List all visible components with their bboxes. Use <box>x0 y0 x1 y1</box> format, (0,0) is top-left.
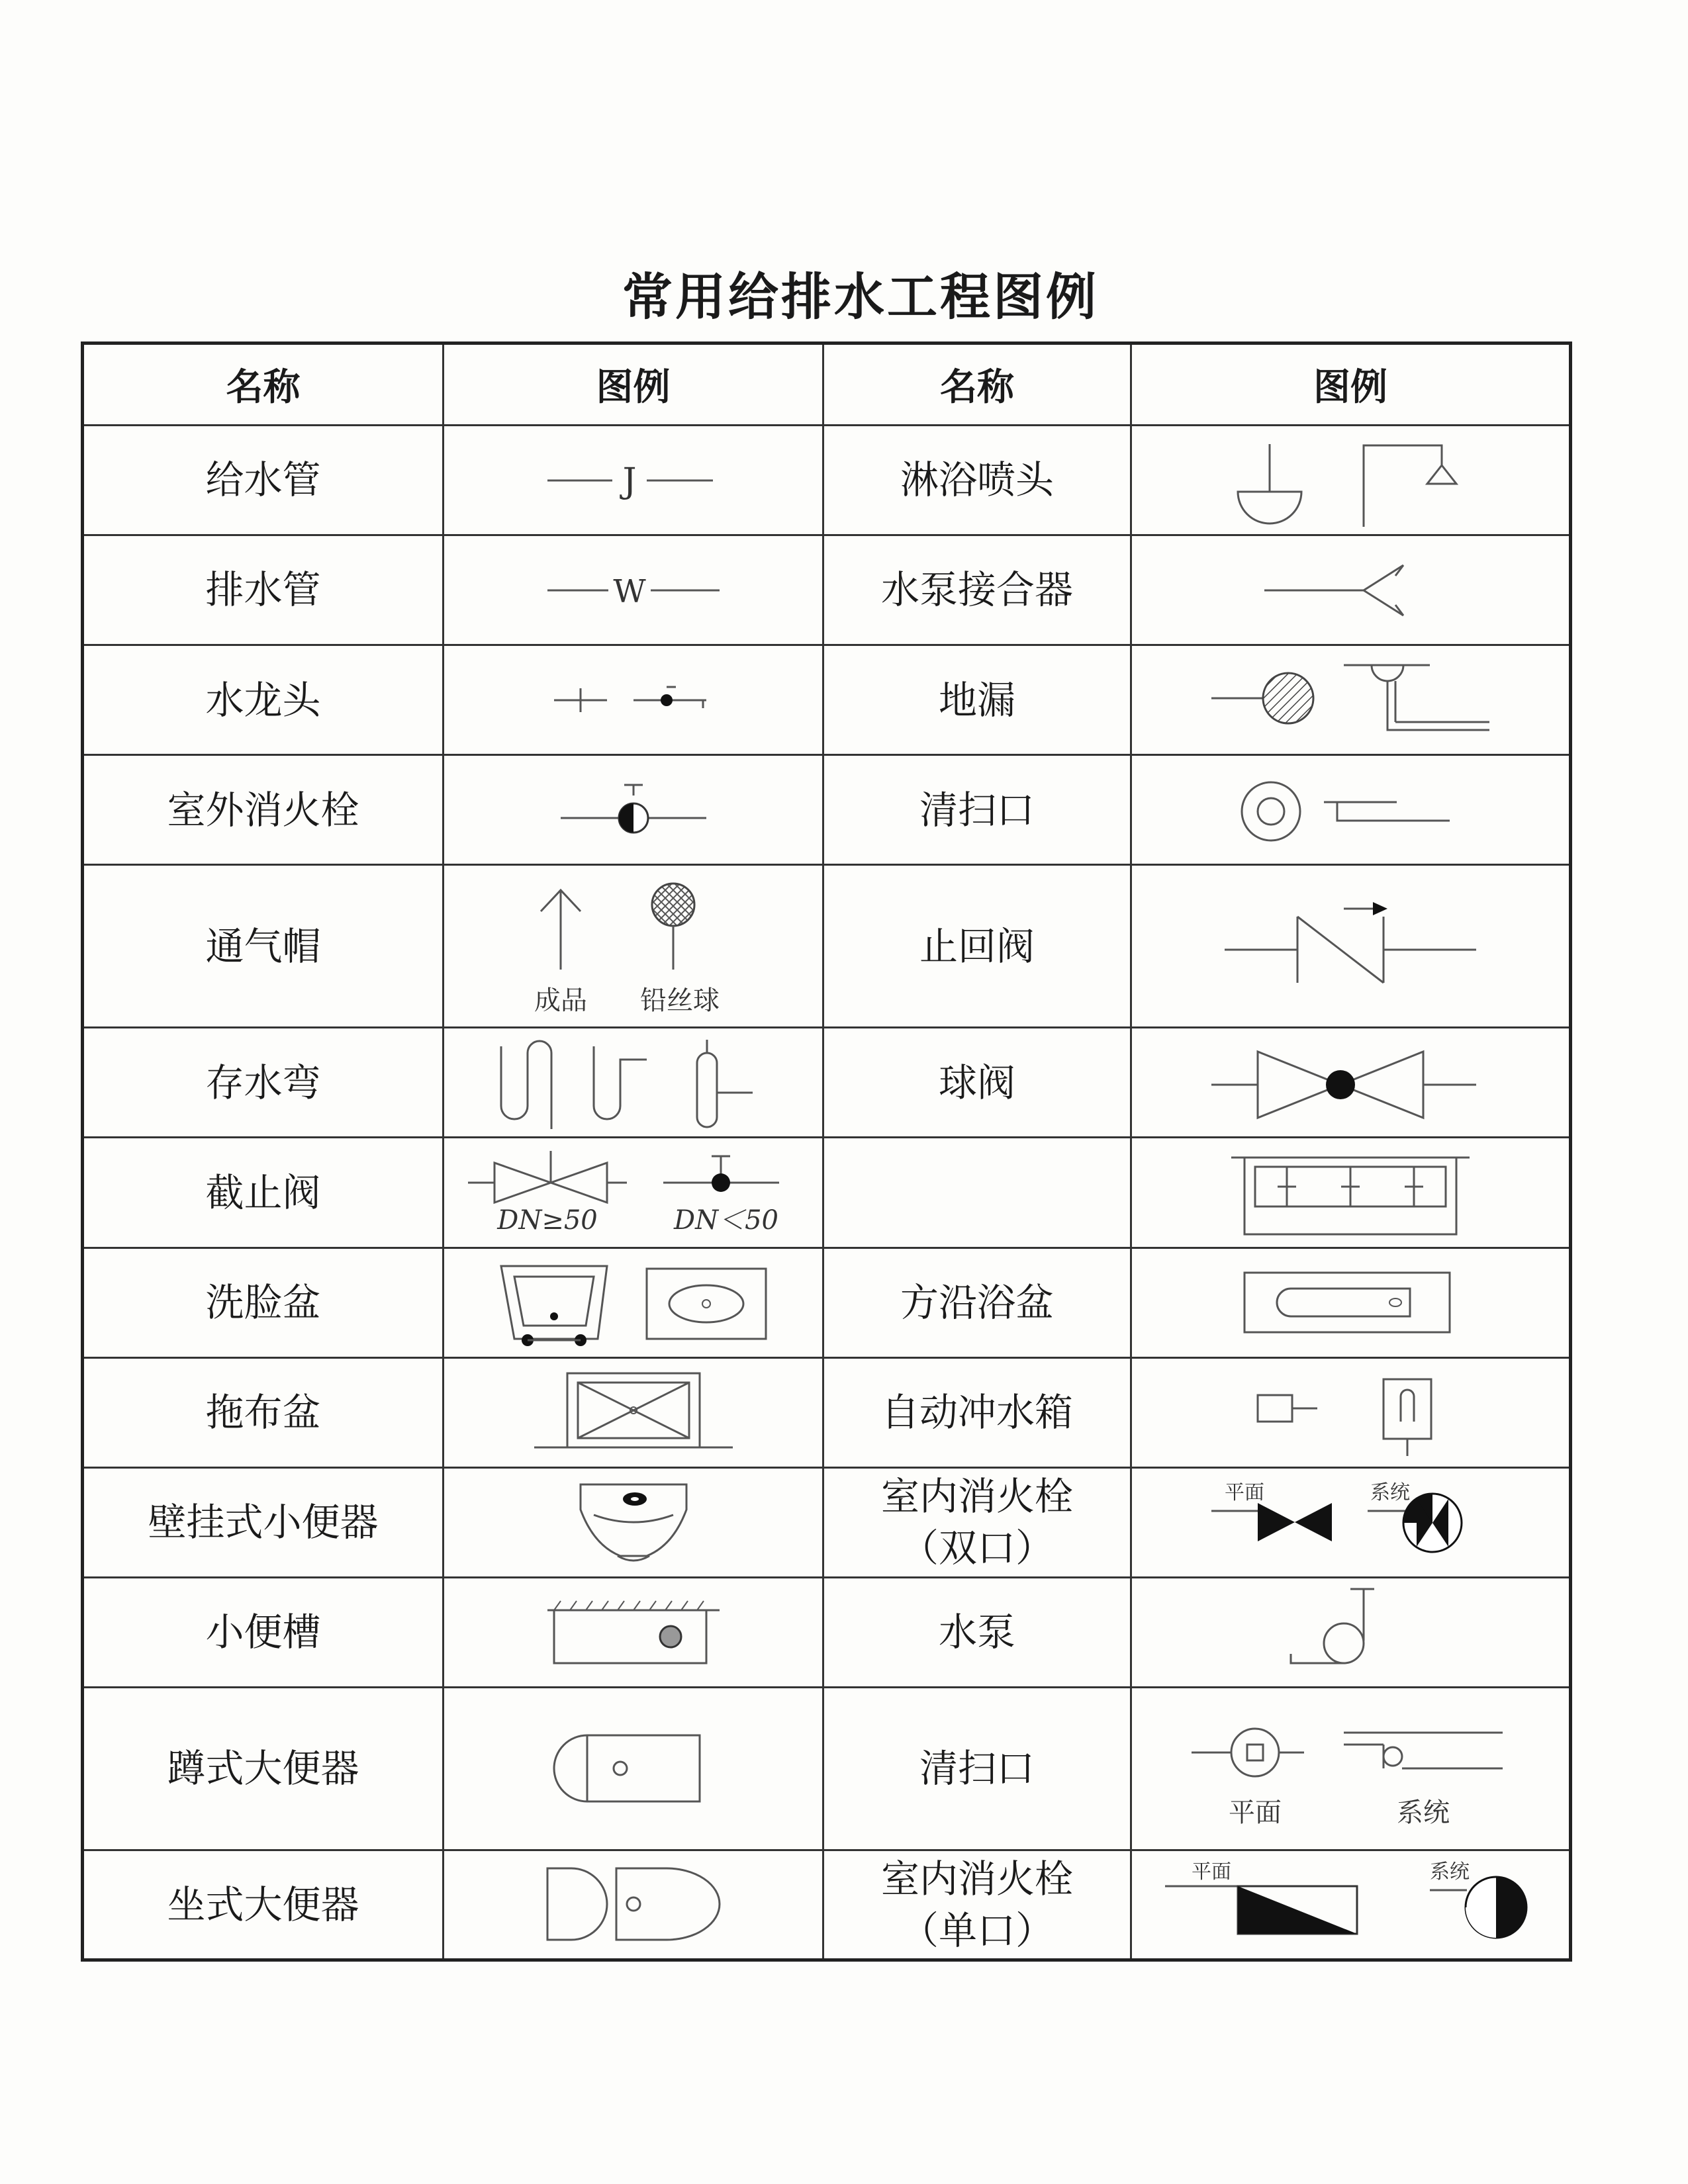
check-valve-symbol <box>1131 865 1571 1028</box>
table-row <box>83 865 1571 1028</box>
shower-head-symbol <box>1131 426 1571 535</box>
vent-cap-symbol <box>444 865 823 1028</box>
item-name: 水泵 <box>823 1577 1131 1687</box>
symbol-label: 系统 <box>1397 1797 1450 1829</box>
item-name: 淋浴喷头 <box>823 426 1131 535</box>
item-name: 水龙头 <box>83 645 444 755</box>
header-row <box>83 343 1571 426</box>
mop-sink-symbol <box>444 1357 823 1467</box>
symbol-letter: J <box>622 461 636 501</box>
bathtub-fixture-symbol <box>1131 1138 1571 1248</box>
table-row <box>83 645 1571 755</box>
ball-valve-symbol <box>1131 1028 1571 1138</box>
trap-symbol <box>444 1028 823 1138</box>
item-name: 室内消火栓 （双口） <box>823 1467 1131 1577</box>
legend-table <box>81 341 1572 1962</box>
item-name: 截止阀 <box>83 1138 444 1248</box>
drain-pipe-symbol <box>444 535 823 645</box>
table-row <box>83 755 1571 865</box>
indoor-hydrant-single-symbol <box>1131 1850 1571 1960</box>
item-name: 自动冲水箱 <box>823 1357 1131 1467</box>
table-row <box>83 1467 1571 1577</box>
globe-valve-symbol <box>444 1138 823 1248</box>
item-name: 蹲式大便器 <box>83 1687 444 1850</box>
item-name: 通气帽 <box>83 865 444 1028</box>
water-supply-pipe-symbol <box>444 426 823 535</box>
table-row <box>83 426 1571 535</box>
item-name: 拖布盆 <box>83 1357 444 1467</box>
item-name: 洗脸盆 <box>83 1248 444 1357</box>
wall-urinal-symbol <box>444 1467 823 1577</box>
table-row <box>83 1850 1571 1960</box>
symbol-label: 平面 <box>1225 1481 1264 1505</box>
symbol-label: 平面 <box>1229 1797 1282 1829</box>
symbol-label: 系统 <box>1430 1860 1470 1884</box>
symbol-label: 铅丝球 <box>639 985 720 1016</box>
faucet-symbol <box>444 645 823 755</box>
table-row <box>83 1138 1571 1248</box>
table-row <box>83 1577 1571 1687</box>
item-name: 排水管 <box>83 535 444 645</box>
item-name: 给水管 <box>83 426 444 535</box>
indoor-hydrant-double-symbol <box>1131 1467 1571 1577</box>
cleanout-plan-system-symbol <box>1131 1687 1571 1850</box>
header-name: 名称 <box>83 343 444 426</box>
item-name: 球阀 <box>823 1028 1131 1138</box>
symbol-label: 平面 <box>1192 1860 1231 1884</box>
item-name: 室外消火栓 <box>83 755 444 865</box>
symbol-label: DN＜50 <box>673 1205 778 1236</box>
symbol-label: DN≥50 <box>496 1205 598 1236</box>
item-name: 地漏 <box>823 645 1131 755</box>
page-title: 常用给排水工程图例 <box>622 267 1099 326</box>
item-name: 坐式大便器 <box>83 1850 444 1960</box>
squat-toilet-symbol <box>444 1687 823 1850</box>
table-row <box>83 1028 1571 1138</box>
outdoor-hydrant-symbol <box>444 755 823 865</box>
table-row <box>83 1248 1571 1357</box>
pump-adapter-symbol <box>1131 535 1571 645</box>
item-name: 止回阀 <box>823 865 1131 1028</box>
square-bathtub-symbol <box>1131 1248 1571 1357</box>
washbasin-symbol <box>444 1248 823 1357</box>
item-name: 方沿浴盆 <box>823 1248 1131 1357</box>
auto-flush-tank-symbol <box>1131 1357 1571 1467</box>
header-legend: 图例 <box>1131 343 1571 426</box>
item-name: 清扫口 <box>823 1687 1131 1850</box>
header-name: 名称 <box>823 343 1131 426</box>
item-name: 清扫口 <box>823 755 1131 865</box>
item-name: 存水弯 <box>83 1028 444 1138</box>
table-row <box>83 1357 1571 1467</box>
symbol-label: 系统 <box>1370 1481 1410 1505</box>
urinal-trough-symbol <box>444 1577 823 1687</box>
symbol-letter: W <box>612 572 646 610</box>
sitting-toilet-symbol <box>444 1850 823 1960</box>
item-name: 小便槽 <box>83 1577 444 1687</box>
symbol-label: 成品 <box>534 985 587 1016</box>
floor-drain-symbol <box>1131 645 1571 755</box>
cleanout-symbol <box>1131 755 1571 865</box>
table-row <box>83 535 1571 645</box>
item-name: 壁挂式小便器 <box>83 1467 444 1577</box>
item-name <box>823 1138 1131 1248</box>
item-name: 水泵接合器 <box>823 535 1131 645</box>
header-legend: 图例 <box>444 343 823 426</box>
water-pump-symbol <box>1131 1577 1571 1687</box>
item-name: 室内消火栓 （单口） <box>823 1850 1131 1960</box>
table-row <box>83 1687 1571 1850</box>
